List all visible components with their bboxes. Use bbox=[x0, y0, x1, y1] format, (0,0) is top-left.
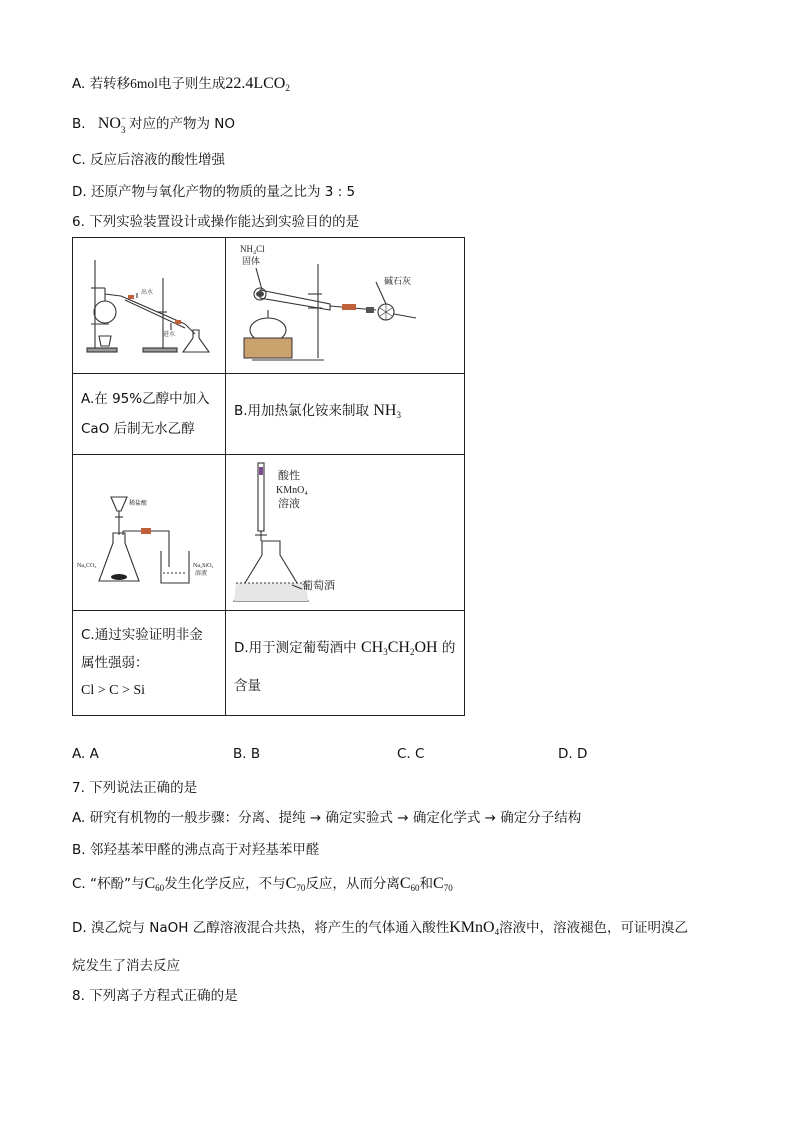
q5-a-text: A. 若转移 bbox=[72, 76, 131, 92]
q6-caption-c-line2: 属性强弱： bbox=[81, 655, 149, 671]
q6-option-a[interactable]: A. A bbox=[72, 746, 99, 762]
q6-option-c[interactable]: C. C bbox=[397, 746, 425, 762]
q7-c-text: C. “杯酚”与 bbox=[72, 876, 145, 892]
label-solid: 固体 bbox=[242, 257, 261, 267]
q7-c-text-mid: 发生化学反应，不与 bbox=[164, 876, 286, 892]
label-kmno4: KMnO₄ bbox=[276, 485, 308, 496]
q6-caption-c-line1: C.通过实验证明非金 bbox=[81, 627, 203, 643]
label-wine: 葡萄酒 bbox=[302, 579, 335, 592]
q5-a-unit: mol bbox=[136, 76, 158, 91]
q6-stem: 6. 下列实验装置设计或操作能达到实验目的的是 bbox=[72, 214, 360, 230]
q6-caption-a-line1: A.在 95%乙醇中加入 bbox=[81, 391, 210, 407]
label-dilute-hcl: 稀盐酸 bbox=[129, 500, 148, 507]
q6-caption-b-formula: NH bbox=[373, 402, 397, 419]
q6-option-d[interactable]: D. D bbox=[558, 746, 588, 762]
q7-option-d-continued: 烷发生了消去反应 bbox=[72, 958, 180, 974]
q6-caption-a-cell bbox=[73, 374, 226, 455]
q5-b-charge: − bbox=[120, 113, 127, 123]
q6-figure-a-cell bbox=[73, 238, 226, 374]
q7-c-carbon-4: C bbox=[433, 875, 444, 892]
q7-option-c bbox=[72, 874, 453, 898]
q7-d-subscript: 4 bbox=[494, 927, 500, 937]
q7-d-text-end: 溶液中，溶液褪色，可证明溴乙 bbox=[499, 920, 689, 936]
label-acidic: 酸性 bbox=[278, 469, 300, 482]
q6-caption-d-formula-3: OH bbox=[414, 639, 438, 656]
q5-option-b bbox=[72, 114, 235, 134]
q6-caption-b bbox=[226, 374, 464, 440]
q6-caption-b-text: B.用加热氯化铵来制取 bbox=[234, 403, 374, 419]
q6-figure-c-cell bbox=[73, 455, 226, 611]
q7-c-carbon-1: C bbox=[144, 875, 156, 892]
label-solution: 溶液 bbox=[195, 570, 208, 577]
q7-c-text-mid2: 反应，从而分离 bbox=[305, 876, 400, 892]
q7-c-sub-60-1: 60 bbox=[155, 883, 165, 893]
distillation-apparatus-icon bbox=[73, 238, 225, 373]
label-water-in: 进水 bbox=[163, 331, 176, 338]
q6-caption-a-line2: CaO 后制无水乙醇 bbox=[81, 421, 195, 437]
q6-caption-b-subscript: 3 bbox=[396, 410, 401, 420]
q6-figure-b bbox=[226, 238, 464, 373]
q7-option-d bbox=[72, 918, 688, 942]
q6-caption-c-line3: Cl > C > Si bbox=[81, 683, 146, 698]
q6-apparatus-table bbox=[72, 237, 465, 716]
q6-caption-d-cell bbox=[226, 611, 465, 716]
q6-option-b[interactable]: B. B bbox=[233, 746, 261, 762]
q6-caption-c-cell bbox=[73, 611, 226, 716]
q7-c-sub-60-2: 60 bbox=[410, 883, 420, 893]
label-water-out: 出水 bbox=[141, 289, 154, 296]
q6-caption-d-text-end: 的 bbox=[437, 640, 456, 656]
q6-caption-d bbox=[226, 611, 464, 713]
q6-caption-d-line2: 含量 bbox=[234, 678, 261, 694]
q6-figure-b-cell bbox=[226, 238, 465, 374]
q6-caption-d-sub-2: 2 bbox=[409, 647, 415, 657]
q5-option-a bbox=[72, 74, 290, 98]
q7-c-carbon-3: C bbox=[399, 875, 411, 892]
acid-carbonate-silicate-apparatus-icon bbox=[73, 455, 225, 610]
q6-caption-d-line1 bbox=[234, 631, 456, 669]
label-na2co3: Na₂CO₃ bbox=[77, 563, 97, 569]
label-na2sio3: Na₂SiO₃ bbox=[193, 563, 214, 569]
label-solution-d: 溶液 bbox=[278, 497, 300, 510]
q7-d-text: D. 溴乙烷与 NaOH 乙醇溶液混合共热，将产生的气体通入酸性 bbox=[72, 920, 450, 936]
q5-a-text-mid: 电子则生成 bbox=[157, 76, 226, 92]
q8-stem: 8. 下列离子方程式正确的是 bbox=[72, 988, 238, 1004]
q7-c-carbon-2: C bbox=[285, 875, 297, 892]
q6-caption-c bbox=[73, 611, 225, 715]
q6-figure-a bbox=[73, 238, 225, 373]
q7-c-sub-70-1: 70 bbox=[296, 883, 306, 893]
q5-b-text: 对应的产物为 NO bbox=[128, 116, 235, 132]
q5-a-formula: 22.4LCO bbox=[225, 75, 286, 92]
q7-c-and: 和 bbox=[419, 876, 434, 892]
q7-option-a: A. 研究有机物的一般步骤：分离、提纯 → 确定实验式 → 确定化学式 → 确定分子结构 bbox=[72, 810, 582, 826]
label-soda-lime: 碱石灰 bbox=[384, 277, 412, 287]
q5-option-d: D. 还原产物与氧化产物的物质的量之比为 3 : 5 bbox=[72, 184, 356, 200]
label-nh4cl: NH₄Cl bbox=[240, 244, 265, 254]
q7-stem: 7. 下列说法正确的是 bbox=[72, 780, 198, 796]
q6-figure-c bbox=[73, 455, 225, 610]
q6-caption-d-formula-1: CH bbox=[360, 639, 384, 656]
q6-figure-d bbox=[226, 455, 464, 610]
q7-c-sub-70-2: 70 bbox=[443, 883, 453, 893]
q5-b-label: B. bbox=[72, 116, 90, 132]
q5-b-subscript: 3 bbox=[120, 125, 126, 135]
q7-d-formula: KMnO bbox=[449, 919, 495, 936]
q6-figure-d-cell bbox=[226, 455, 465, 611]
q5-option-c: C. 反应后溶液的酸性增强 bbox=[72, 152, 226, 168]
q6-caption-a bbox=[73, 374, 225, 454]
q6-caption-d-text: D.用于测定葡萄酒中 bbox=[234, 640, 361, 656]
titration-apparatus-icon bbox=[226, 455, 464, 610]
q5-a-subscript: 2 bbox=[285, 83, 290, 93]
q7-option-b: B. 邻羟基苯甲醛的沸点高于对羟基苯甲醛 bbox=[72, 842, 320, 858]
q6-caption-d-sub-1: 3 bbox=[383, 647, 388, 657]
q6-caption-b-cell bbox=[226, 374, 465, 455]
q6-caption-d-formula-2: CH bbox=[387, 639, 410, 656]
ammonia-heating-apparatus-icon bbox=[226, 238, 464, 373]
q6-answer-options bbox=[72, 746, 772, 766]
q5-a-number: 6 bbox=[130, 76, 137, 91]
q5-b-ion: NO bbox=[97, 115, 121, 132]
